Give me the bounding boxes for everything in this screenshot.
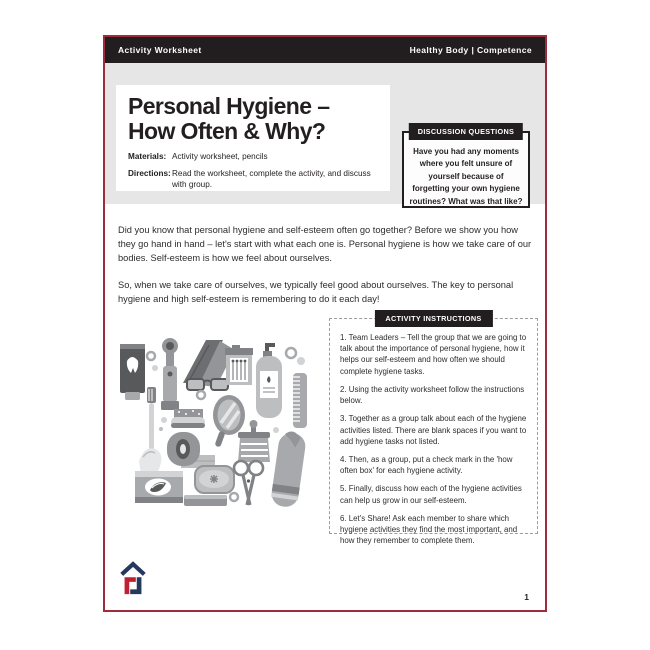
bubble-icon xyxy=(273,427,279,433)
page-number: 1 xyxy=(524,592,529,602)
intro-section xyxy=(105,204,545,307)
bubble-icon xyxy=(159,427,163,431)
banner-left-label: Activity Worksheet xyxy=(118,45,202,55)
bubble-icon xyxy=(147,352,155,360)
soap-dish-icon xyxy=(184,466,234,506)
bubble-icon xyxy=(286,348,296,358)
hygiene-items-illustration xyxy=(117,335,319,527)
intro-paragraph: So, when we take care of ourselves, we typically feel good about ourselves. The key to personal hygiene and high self-esteem is remembering to do it each day! xyxy=(118,279,514,304)
instruction-item: 2. Using the activity worksheet follow the instructions below. xyxy=(340,384,525,406)
bubble-icon xyxy=(161,417,167,423)
instruction-item: 5. Finally, discuss how each of the hygiene activities can help us grow in our self-esteem. xyxy=(340,484,522,505)
toothpaste-tube-icon xyxy=(120,344,145,400)
sponge-brush-icon xyxy=(171,409,205,428)
banner-right-label: Healthy Body | Competence xyxy=(409,45,532,55)
materials-label: Materials: xyxy=(128,151,167,161)
instruction-item: 1. Team Leaders – Tell the group that we are going to talk about the importance of personal hygiene, how it helps our self-esteem and how often we should complete hygiene tasks. xyxy=(340,333,527,376)
instruction-item: 3. Together as a group talk about each of the hygiene activities listed. There are blank spaces if you want to add hygiene tasks not listed. xyxy=(340,414,527,446)
bubble-icon xyxy=(152,365,158,371)
cotton-swab-jar-icon xyxy=(225,345,253,385)
directions-value: Read the worksheet, complete the activity, and discuss with group. xyxy=(172,168,371,189)
discussion-questions-heading: DISCUSSION QUESTIONS xyxy=(409,123,523,140)
hanging-towel-icon xyxy=(270,430,307,509)
soap-pump-bottle-icon xyxy=(256,343,282,418)
activity-instructions-list xyxy=(330,319,537,547)
instruction-item: 4. Then, as a group, put a check mark in the 'how often box' for each hygiene activity. xyxy=(340,454,513,476)
activity-instructions-box xyxy=(329,314,538,546)
top-banner xyxy=(105,37,545,63)
title-card xyxy=(116,85,390,191)
activity-instructions-heading: ACTIVITY INSTRUCTIONS xyxy=(374,310,492,327)
discussion-question-text: Have you had any moments where you felt unsure of yourself because of forgetting your own hygiene routines? What was that like? xyxy=(409,147,523,206)
electric-toothbrush-icon xyxy=(161,338,179,410)
directions-row xyxy=(128,168,378,190)
house-logo-icon xyxy=(118,560,148,600)
bubble-icon xyxy=(297,357,305,365)
pleated-container-icon xyxy=(238,420,270,462)
instruction-item: 6. Let's Share! Ask each member to share which hygiene activities they find the most important, and how they remember to complete them. xyxy=(340,513,518,546)
discussion-questions-box xyxy=(402,127,530,208)
materials-row xyxy=(128,151,378,162)
bubble-icon xyxy=(197,391,205,399)
hero-band xyxy=(105,63,545,204)
directions-label: Directions: xyxy=(128,168,171,178)
worksheet-page xyxy=(103,35,547,612)
toilet-paper-roll-icon xyxy=(167,432,215,468)
comb-icon xyxy=(293,373,307,428)
materials-value: Activity worksheet, pencils xyxy=(172,151,268,161)
intro-paragraph: Did you know that personal hygiene and self-esteem often go together? Before we show you how they go hand in hand – let's start with what each one is. Personal hygiene is how we take care of our bodies. Self-esteem is how we feel about ourselves. xyxy=(118,225,532,263)
bubble-icon xyxy=(230,493,238,501)
page-title: Personal Hygiene – How Often & Why? xyxy=(128,93,330,144)
